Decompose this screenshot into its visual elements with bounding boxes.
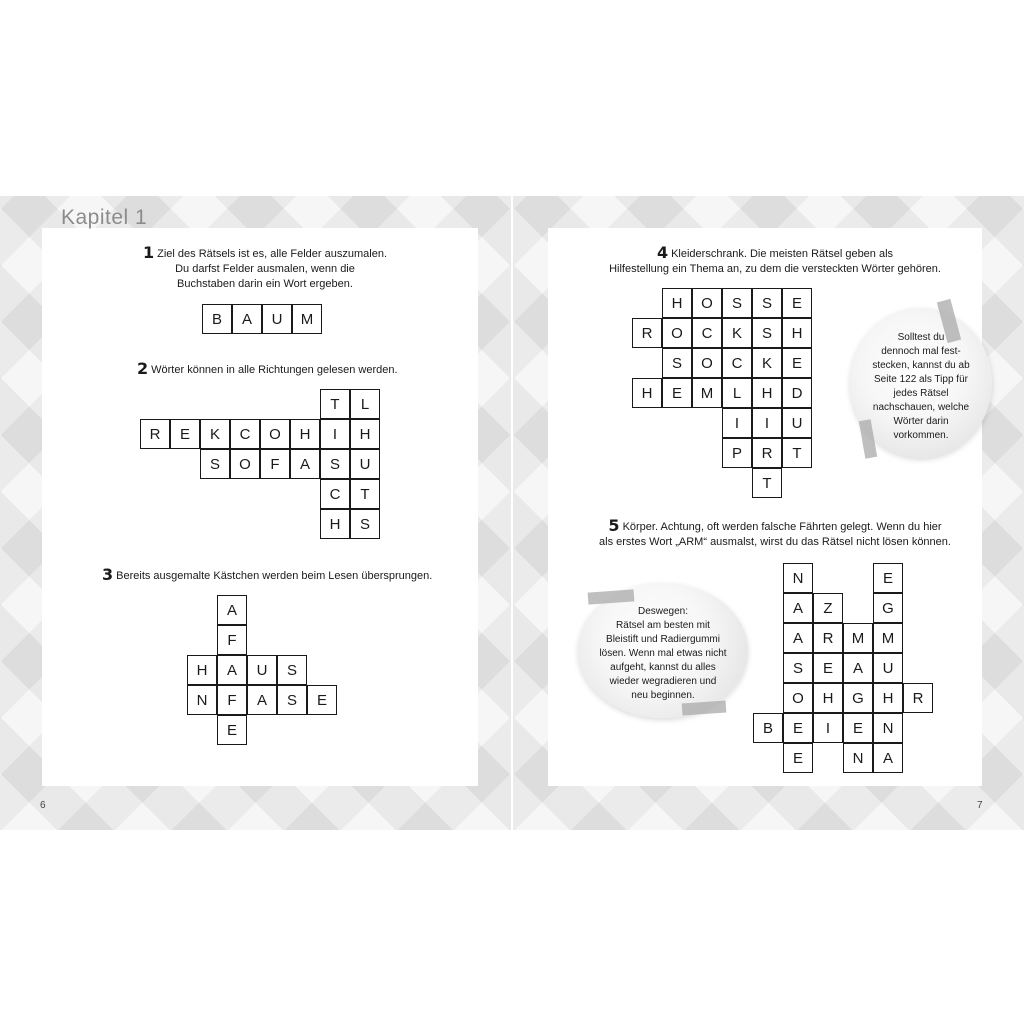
puzzle-cell[interactable]: S (277, 685, 307, 715)
puzzle-cell[interactable]: U (350, 449, 380, 479)
puzzle-cell[interactable]: M (292, 304, 322, 334)
puzzle-cell[interactable]: E (873, 563, 903, 593)
puzzle-cell[interactable]: S (350, 509, 380, 539)
puzzle-cell[interactable]: U (247, 655, 277, 685)
chapter-title: Kapitel 1 (61, 206, 148, 229)
puzzle-cell[interactable]: S (320, 449, 350, 479)
puzzle-cell[interactable]: C (692, 318, 722, 348)
puzzle-cell[interactable]: F (260, 449, 290, 479)
puzzle-cell[interactable]: A (290, 449, 320, 479)
task-1-number: 1 (142, 243, 155, 262)
puzzle-cell[interactable]: H (752, 378, 782, 408)
puzzle-cell[interactable]: S (752, 318, 782, 348)
task-4-text: 4 Kleiderschrank. Die meisten Rätsel geben als Hilfestellung ein Thema an, zu dem die versteckten Wörter gehören. (609, 243, 941, 275)
puzzle-cell[interactable]: A (217, 595, 247, 625)
puzzle-cell[interactable]: K (200, 419, 230, 449)
puzzle-cell[interactable]: O (662, 318, 692, 348)
task-3-text: 3 Bereits ausgemalte Kästchen werden beim Lesen übersprungen. (102, 565, 433, 584)
puzzle-cell[interactable]: B (753, 713, 783, 743)
puzzle-cell[interactable]: E (307, 685, 337, 715)
puzzle-cell[interactable]: N (783, 563, 813, 593)
puzzle-cell[interactable]: E (662, 378, 692, 408)
puzzle-cell[interactable]: T (752, 468, 782, 498)
puzzle-cell[interactable]: C (722, 348, 752, 378)
puzzle-cell[interactable]: O (692, 288, 722, 318)
task-2-text: 2 Wörter können in alle Richtungen gelesen werden. (137, 359, 398, 378)
puzzle-cell[interactable]: S (277, 655, 307, 685)
task-1-text: 1 Ziel des Rätsels ist es, alle Felder auszumalen. Du darfst Felder ausmalen, wenn die Buchstaben darin ein Wort ergeben. (142, 243, 388, 290)
puzzle-cell[interactable]: S (752, 288, 782, 318)
puzzle-cell[interactable]: O (230, 449, 260, 479)
puzzle-cell[interactable]: N (843, 743, 873, 773)
puzzle-cell[interactable]: Z (813, 593, 843, 623)
puzzle-cell[interactable]: E (783, 713, 813, 743)
puzzle-cell[interactable]: I (752, 408, 782, 438)
puzzle-cell[interactable]: A (873, 743, 903, 773)
puzzle-cell[interactable]: M (692, 378, 722, 408)
puzzle-cell[interactable]: E (843, 713, 873, 743)
tip-note-text: Solltest du dennoch mal fest- stecken, kannst du ab Seite 122 als Tipp für jedes Rätsel nachschauen, welche Wörter darin vorkommen. (872, 332, 970, 441)
puzzle-cell[interactable]: L (350, 389, 380, 419)
puzzle-cell[interactable]: E (782, 348, 812, 378)
puzzle-cell[interactable]: H (290, 419, 320, 449)
puzzle-cell[interactable]: C (230, 419, 260, 449)
puzzle-cell[interactable]: T (320, 389, 350, 419)
puzzle-cell[interactable]: H (320, 509, 350, 539)
puzzle-cell[interactable]: A (247, 685, 277, 715)
puzzle-cell[interactable]: S (783, 653, 813, 683)
puzzle-cell[interactable]: A (843, 653, 873, 683)
puzzle-cell[interactable]: R (632, 318, 662, 348)
puzzle-cell[interactable]: H (350, 419, 380, 449)
puzzle-cell[interactable]: T (782, 438, 812, 468)
puzzle-cell[interactable]: U (873, 653, 903, 683)
puzzle-cell[interactable]: H (187, 655, 217, 685)
puzzle-cell[interactable]: I (813, 713, 843, 743)
puzzle-cell[interactable]: E (813, 653, 843, 683)
puzzle-cell[interactable]: A (232, 304, 262, 334)
puzzle-cell[interactable]: A (217, 655, 247, 685)
puzzle-cell[interactable]: O (692, 348, 722, 378)
puzzle-cell[interactable]: N (187, 685, 217, 715)
puzzle-cell[interactable]: I (722, 408, 752, 438)
puzzle-cell[interactable]: K (722, 318, 752, 348)
page-number-right: 7 (977, 800, 983, 811)
task-3-number: 3 (102, 565, 114, 584)
puzzle-cell[interactable]: I (320, 419, 350, 449)
puzzle-cell[interactable]: F (217, 625, 247, 655)
puzzle-cell[interactable]: M (873, 623, 903, 653)
puzzle-cell[interactable]: R (140, 419, 170, 449)
puzzle-cell[interactable]: E (217, 715, 247, 745)
task-5-number: 5 (608, 516, 620, 535)
task-5-text: 5 Körper. Achtung, oft werden falsche Fährten gelegt. Wenn du hier als erstes Wort „ARM“ ausmalst, wirst du das Rätsel nicht lösen können. (599, 516, 951, 548)
puzzle-cell[interactable]: R (903, 683, 933, 713)
puzzle-cell[interactable]: T (350, 479, 380, 509)
puzzle-cell[interactable]: U (262, 304, 292, 334)
puzzle-cell[interactable]: K (752, 348, 782, 378)
task-2-number: 2 (137, 359, 149, 378)
task-4-number: 4 (656, 243, 669, 262)
puzzle-cell[interactable]: E (782, 288, 812, 318)
puzzle-cell[interactable]: U (782, 408, 812, 438)
puzzle-cell[interactable]: A (783, 623, 813, 653)
puzzle-cell[interactable]: A (783, 593, 813, 623)
puzzle-cell[interactable]: R (813, 623, 843, 653)
puzzle-cell[interactable]: H (813, 683, 843, 713)
puzzle-cell[interactable]: M (843, 623, 873, 653)
puzzle-cell[interactable]: N (873, 713, 903, 743)
puzzle-cell[interactable]: H (782, 318, 812, 348)
puzzle-cell[interactable]: H (632, 378, 662, 408)
page-number-left: 6 (40, 800, 46, 811)
puzzle-cell[interactable]: H (873, 683, 903, 713)
puzzle-cell[interactable]: H (662, 288, 692, 318)
puzzle-cell[interactable]: S (200, 449, 230, 479)
puzzle-cell[interactable]: B (202, 304, 232, 334)
puzzle-cell[interactable]: O (260, 419, 290, 449)
puzzle-cell[interactable]: G (843, 683, 873, 713)
puzzle-cell[interactable]: E (170, 419, 200, 449)
puzzle-cell[interactable]: S (722, 288, 752, 318)
puzzle-cell[interactable]: D (782, 378, 812, 408)
puzzle-cell[interactable]: O (783, 683, 813, 713)
deswegen-note-text: Deswegen: Rätsel am besten mit Bleistift und Radiergummi lösen. Wenn mal etwas nicht aufgeht, kannst du alles wieder wegradieren und neu beginnen. (599, 606, 727, 701)
puzzle-cell[interactable]: L (722, 378, 752, 408)
puzzle-cell[interactable]: S (662, 348, 692, 378)
puzzle-cell[interactable]: G (873, 593, 903, 623)
puzzle-cell[interactable]: P (722, 438, 752, 468)
puzzle-cell[interactable]: F (217, 685, 247, 715)
puzzle-cell[interactable]: C (320, 479, 350, 509)
puzzle-cell[interactable]: E (783, 743, 813, 773)
puzzle-cell[interactable]: R (752, 438, 782, 468)
